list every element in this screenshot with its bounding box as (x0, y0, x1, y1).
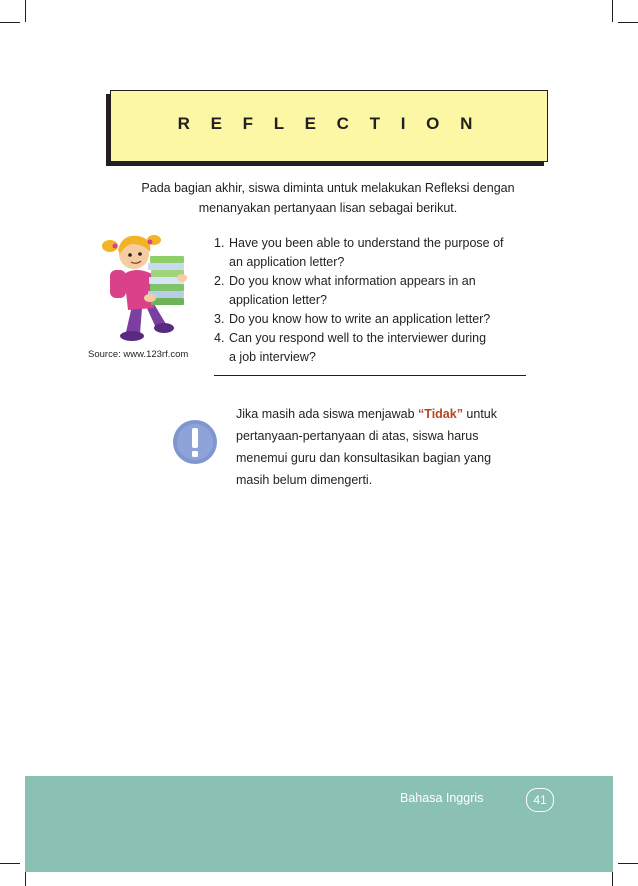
girl-carrying-books-illustration (96, 228, 201, 346)
note-text: untuk (462, 407, 498, 421)
crop-mark (0, 863, 20, 864)
question-text: application letter? (229, 293, 327, 307)
section-divider (214, 375, 526, 376)
question-text: Can you respond well to the interviewer during (229, 331, 487, 345)
intro-line: Pada bagian akhir, siswa diminta untuk melakukan Refleksi dengan (141, 181, 515, 195)
hair-tie-shape (148, 240, 153, 245)
question-number: 3. (214, 312, 225, 326)
question-number: 2. (214, 274, 225, 288)
eye-shape (138, 252, 142, 256)
image-source-credit: Source: www.123rf.com (88, 349, 189, 360)
note-line: masih belum dimengerti. (236, 473, 373, 487)
crop-mark (0, 22, 20, 23)
question-item (214, 329, 534, 367)
question-item (214, 234, 534, 272)
intro-line: menanyakan pertanyaan lisan sebagai berikut. (198, 201, 458, 215)
note-emphasis: “Tidak” (418, 407, 463, 421)
crop-mark (612, 0, 613, 22)
hair-tie-shape (113, 244, 118, 249)
reflection-box (110, 90, 548, 162)
note-line: pertanyaan-pertanyaan di atas, siswa harus (236, 429, 479, 443)
note-line: menemui guru dan konsultasikan bagian yang (236, 451, 492, 465)
crop-mark (25, 0, 26, 22)
exclamation-icon (172, 419, 218, 465)
footer-book-title: Bahasa Inggris (400, 791, 484, 805)
question-item (214, 272, 534, 310)
question-text: an application letter? (229, 255, 345, 269)
question-item (214, 310, 534, 329)
footer-band (25, 776, 613, 872)
shoe-shape (154, 323, 174, 333)
leg-shape (126, 306, 142, 334)
question-text: Do you know how to write an application letter? (229, 312, 491, 326)
crop-mark (618, 22, 638, 23)
note-text: Jika masih ada siswa menjawab (236, 407, 419, 421)
crop-mark (618, 863, 638, 864)
question-list (214, 234, 534, 367)
question-number: 1. (214, 236, 225, 250)
note-line (236, 403, 536, 425)
shirt-shape (124, 270, 154, 310)
page-number: 41 (526, 788, 554, 812)
question-text: a job interview? (229, 350, 316, 364)
backpack-shape (110, 270, 126, 298)
shoe-shape (120, 331, 144, 341)
eye-shape (128, 253, 132, 257)
hand-shape (144, 294, 156, 302)
question-text: Do you know what information appears in an (229, 274, 476, 288)
hand-shape (177, 274, 187, 282)
reflection-title: R E F L E C T I O N (177, 114, 481, 133)
question-number: 4. (214, 331, 225, 345)
intro-paragraph (110, 178, 546, 218)
question-text: Have you been able to understand the purpose of (229, 236, 504, 250)
teacher-note (236, 403, 536, 491)
